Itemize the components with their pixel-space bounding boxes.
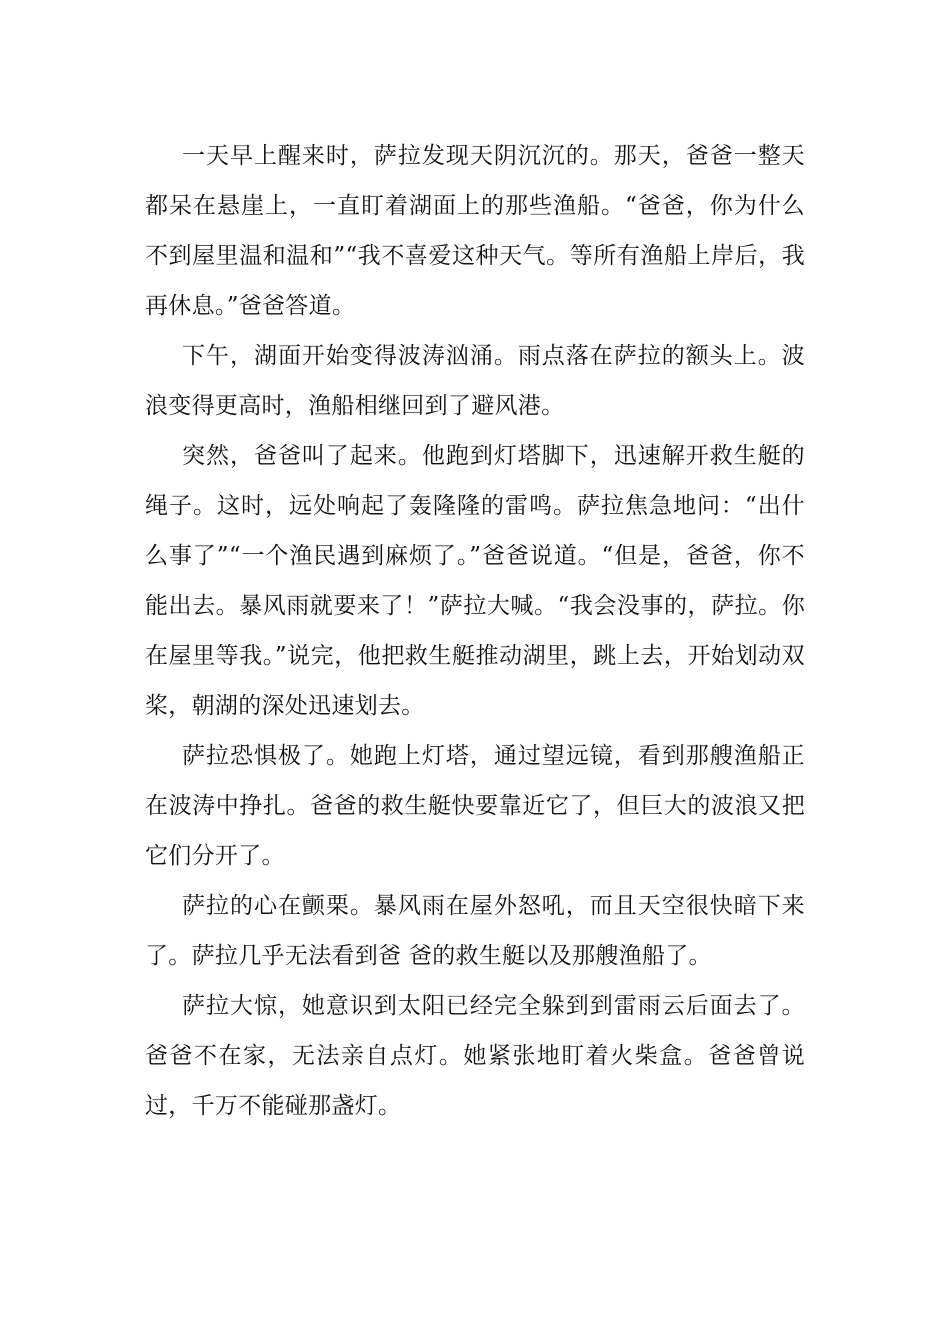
paragraph-5: 萨拉的心在颤栗。暴风雨在屋外怒吼，而且天空很快暗下来了。萨拉几乎无法看到爸 爸的救生艇以及那艘渔船了。 <box>145 893 805 969</box>
story-text <box>145 131 805 1131</box>
paragraph-1: 一天早上醒来时，萨拉发现天阴沉沉的。那天，爸爸一整天都呆在悬崖上，一直盯着湖面上的那些渔船。“爸爸，你为什么不到屋里温和温和”“我不喜爱这种天气。等所有渔船上岸后，我再休息。”爸爸答道。 <box>145 143 805 319</box>
paragraph-3: 突然，爸爸叫了起来。他跑到灯塔脚下，迅速解开救生艇的绳子。这时，远处响起了轰隆隆的雷鸣。萨拉焦急地问：“出什么事了”“一个渔民遇到麻烦了。”爸爸说道。“但是，爸爸，你不能出去。暴风雨就要来了！”萨拉大喊。“我会没事的，萨拉。你在屋里等我。”说完，他把救生艇推动湖里，跳上去，开始划动双桨，朝湖的深处迅速划去。 <box>145 443 805 719</box>
paragraph-2: 下午，湖面开始变得波涛汹涌。雨点落在萨拉的额头上。波浪变得更高时，渔船相继回到了避风港。 <box>145 343 805 419</box>
paragraph-4: 萨拉恐惧极了。她跑上灯塔，通过望远镜，看到那艘渔船正在波涛中挣扎。爸爸的救生艇快要靠近它了，但巨大的波浪又把它们分开了。 <box>145 743 805 869</box>
paragraph-6: 萨拉大惊，她意识到太阳已经完全躲到到雷雨云后面去了。爸爸不在家，无法亲自点灯。她紧张地盯着火柴盒。爸爸曾说过，千万不能碰那盏灯。 <box>145 993 805 1119</box>
